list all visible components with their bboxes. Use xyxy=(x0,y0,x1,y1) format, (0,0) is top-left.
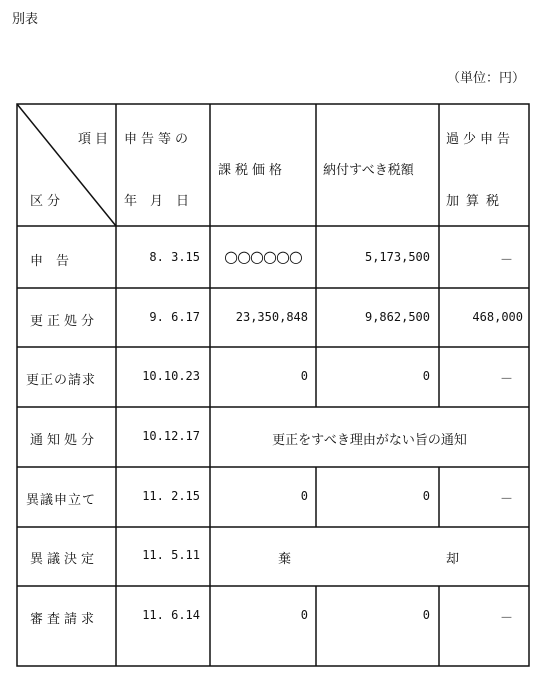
table-row-category: 更正の請求 xyxy=(26,373,97,388)
header-date-line1: 申告等の xyxy=(124,132,193,147)
table-row-date: 9. 6.17 xyxy=(149,310,200,324)
table-row-category: 異議決定 xyxy=(30,552,99,567)
table-row-merged-note: 更正をすべき理由がない旨の通知 xyxy=(272,433,467,448)
table-row-merged-left: 棄 xyxy=(278,552,292,567)
header-corner-item: 項目 xyxy=(78,132,113,147)
table-row-penalty: － xyxy=(499,492,513,507)
table-row-date: 11. 5.11 xyxy=(142,548,200,562)
table-row-price: ○○○○○○ xyxy=(224,247,302,266)
table-row-price: 23,350,848 xyxy=(235,310,308,324)
table-row-date: 10.12.17 xyxy=(142,429,200,443)
table-row-tax: 5,173,500 xyxy=(364,250,430,264)
header-penalty-line1: 過少申告 xyxy=(446,132,515,147)
table-row-tax: 0 xyxy=(422,608,430,622)
table-row-category: 審査請求 xyxy=(30,612,99,627)
table-row-category: 異議申立て xyxy=(26,493,97,508)
header-corner-category: 区分 xyxy=(30,194,65,209)
table-row-price: 0 xyxy=(300,369,308,383)
table-row-price: 0 xyxy=(300,608,308,622)
table-row-tax: 9,862,500 xyxy=(364,310,430,324)
table-row-penalty: － xyxy=(499,611,513,626)
table-row-tax: 0 xyxy=(422,489,430,503)
table-row-price: 0 xyxy=(300,489,308,503)
table-row-penalty: 468,000 xyxy=(472,310,523,324)
table-row-date: 11. 6.14 xyxy=(142,608,200,622)
table-row-penalty: － xyxy=(499,372,513,387)
header-price: 課税価格 xyxy=(218,163,287,178)
table-row-merged-right: 却 xyxy=(446,552,460,567)
table-row-date: 8. 3.15 xyxy=(149,250,200,264)
table-row-category: 通知処分 xyxy=(30,433,99,448)
header-date-line2: 年 月 日 xyxy=(124,194,190,209)
header-penalty-line2: 加算税 xyxy=(446,194,507,209)
table-row-category: 申 告 xyxy=(30,254,70,269)
header-tax: 納付すべき税額 xyxy=(323,163,414,178)
document-label: 別表 xyxy=(12,12,39,27)
table-row-penalty: － xyxy=(499,253,513,268)
table-row-date: 10.10.23 xyxy=(142,369,200,383)
table-row-tax: 0 xyxy=(422,369,430,383)
table-row-category: 更正処分 xyxy=(30,314,99,329)
unit-note: （単位：円） xyxy=(447,71,526,86)
table-row-date: 11. 2.15 xyxy=(142,489,200,503)
